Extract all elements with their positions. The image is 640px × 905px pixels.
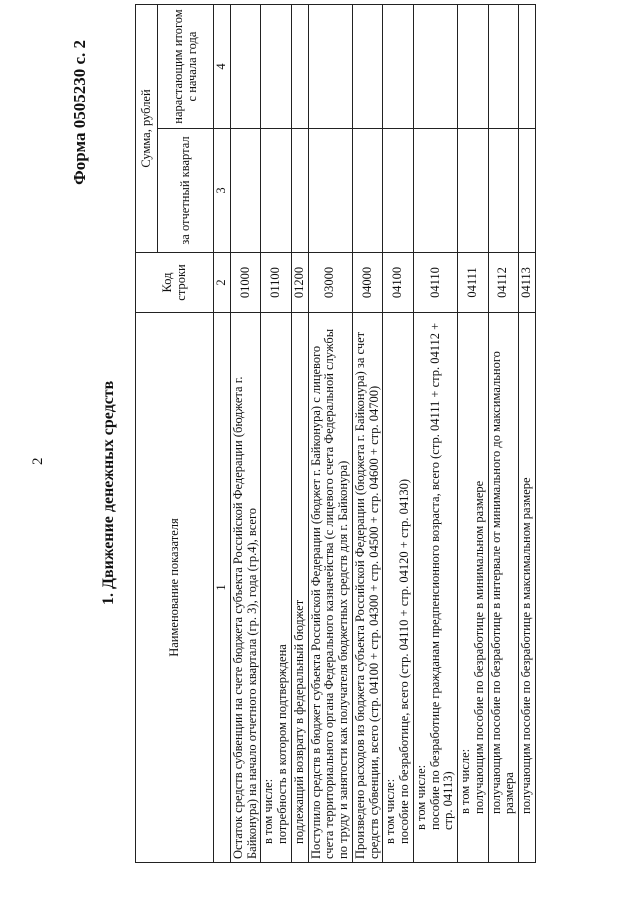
row-code: 04000 — [352, 253, 383, 313]
cell-cumulative-sum — [261, 5, 292, 129]
row-code: 04112 — [488, 253, 519, 313]
table-row — [519, 5, 536, 863]
table-row — [413, 5, 457, 863]
cash-flow-table — [135, 4, 536, 863]
row-name: Произведено расходов из бюджета субъекта Российской Федерации (бюджета г. Байконура) за счет средств субвенции, всего (стр. 04100 + стр. 04300 + стр. 04500 + стр. 04600 + стр. 04700) — [352, 313, 383, 863]
cell-period-sum — [383, 129, 414, 253]
row-name: Поступило средств в бюджет субъекта Российской Федерации (бюджет г. Байконура) с лицевого счета территориального органа Федерального казначейства (с лицевого счета Федеральной службы по труду и занятости как получателя бюджетных средств для г. Байконура) — [308, 313, 352, 863]
row-code: 01000 — [230, 253, 261, 313]
form-code: Форма 0505230 с. 2 — [70, 40, 89, 185]
cell-period-sum — [261, 129, 292, 253]
header-name: Наименование показателя — [136, 313, 214, 863]
cell-cumulative-sum — [488, 5, 519, 129]
table-row — [308, 5, 352, 863]
cell-cumulative-sum — [383, 5, 414, 129]
row-name: в том числе: получающим пособие по безработице в минимальном размере — [458, 313, 489, 863]
row-code: 04100 — [383, 253, 414, 313]
cell-period-sum — [413, 129, 457, 253]
cell-cumulative-sum — [352, 5, 383, 129]
table-row — [352, 5, 383, 863]
header-code: Код строки — [136, 253, 214, 313]
row-name: в том числе: пособие по безработице гражданам предпенсионного возраста, всего (стр. 04111 + стр. 04112 + стр. 04113) — [413, 313, 457, 863]
row-name: в том числе: пособие по безработице, всего (стр. 04110 + стр. 04120 + стр. 04130) — [383, 313, 414, 863]
row-code: 04111 — [458, 253, 489, 313]
col-number: 3 — [214, 129, 231, 253]
table-row — [458, 5, 489, 863]
cell-period-sum — [291, 129, 308, 253]
col-number: 4 — [214, 5, 231, 129]
cell-period-sum — [352, 129, 383, 253]
table-row — [291, 5, 308, 863]
page-number: 2 — [30, 457, 46, 465]
col-number: 1 — [214, 313, 231, 863]
header-sum: Сумма, рублей — [136, 5, 158, 253]
cell-period-sum — [308, 129, 352, 253]
col-number: 2 — [214, 253, 231, 313]
cell-cumulative-sum — [519, 5, 536, 129]
header-sum-cumulative: нарастающим итогом с начала года — [158, 5, 214, 129]
table-body — [230, 5, 535, 863]
table-row — [383, 5, 414, 863]
table-row — [488, 5, 519, 863]
row-code: 01100 — [261, 253, 292, 313]
header-sum-period: за отчетный квартал — [158, 129, 214, 253]
cell-cumulative-sum — [308, 5, 352, 129]
cell-cumulative-sum — [291, 5, 308, 129]
row-name: получающим пособие по безработице в интервале от минимального до максимального размера — [488, 313, 519, 863]
row-name: получающим пособие по безработице в максимальном размере — [519, 313, 536, 863]
cell-period-sum — [230, 129, 261, 253]
row-name: Остаток средств субвенции на счете бюджета субъекта Российской Федерации (бюджета г. Байконура) на начало отчетного квартала (гр. 3), года (гр.4), всего — [230, 313, 261, 863]
cell-period-sum — [458, 129, 489, 253]
row-code: 03000 — [308, 253, 352, 313]
row-name: в том числе: потребность в котором подтверждена — [261, 313, 292, 863]
row-code: 04113 — [519, 253, 536, 313]
cell-period-sum — [519, 129, 536, 253]
row-name: подлежащий возврату в федеральный бюджет — [291, 313, 308, 863]
table-row — [261, 5, 292, 863]
cell-cumulative-sum — [230, 5, 261, 129]
row-code: 01200 — [291, 253, 308, 313]
cell-period-sum — [488, 129, 519, 253]
row-code: 04110 — [413, 253, 457, 313]
section-title: 1. Движение денежных средств — [100, 380, 117, 605]
cell-cumulative-sum — [413, 5, 457, 129]
table-row — [230, 5, 261, 863]
cell-cumulative-sum — [458, 5, 489, 129]
